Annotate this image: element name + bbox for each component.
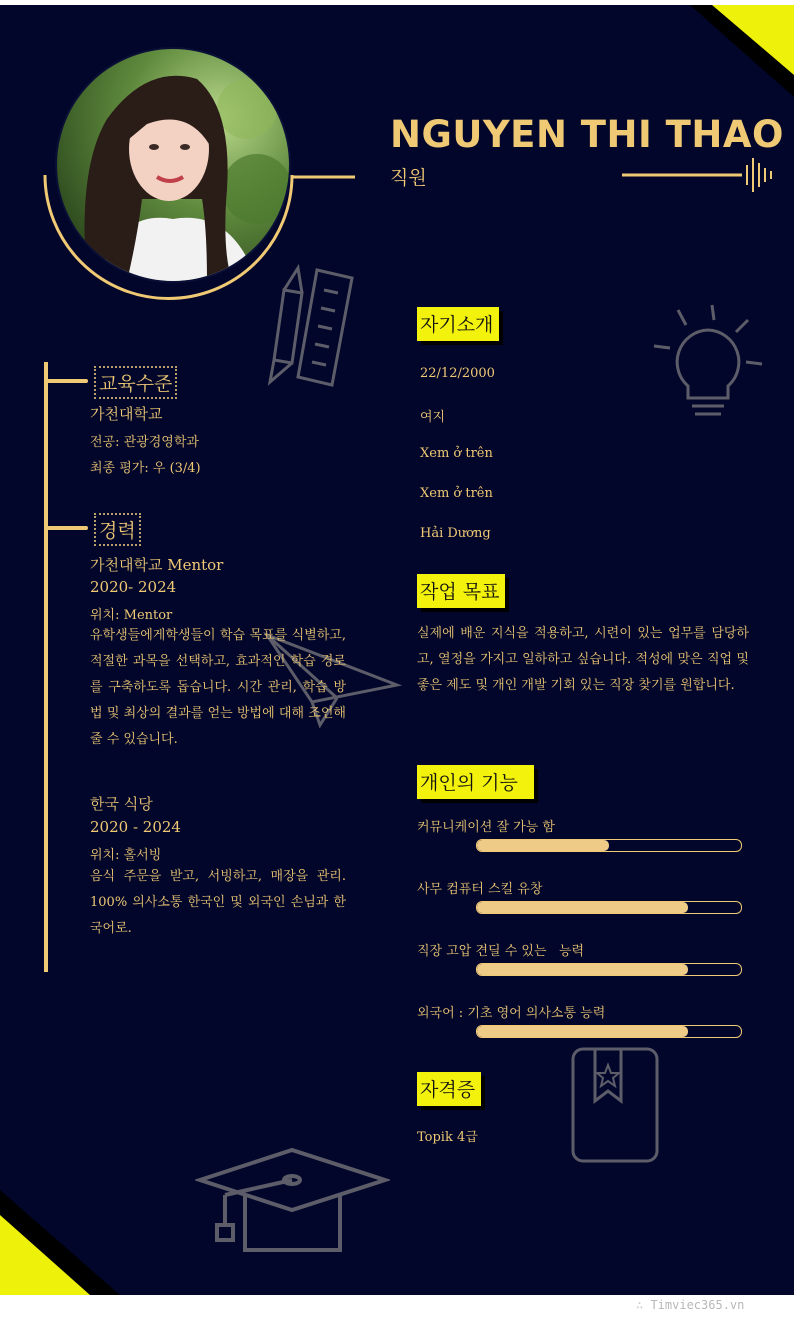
candidate-name: NGUYEN THI THAO xyxy=(390,113,784,156)
intro-email: Xem ở trên xyxy=(420,486,493,501)
job-1-position: 위치: Mentor xyxy=(90,608,173,623)
graduation-cap-icon xyxy=(195,1145,390,1265)
job-1-period: 2020- 2024 xyxy=(90,578,177,596)
skill-2-bar xyxy=(476,901,742,914)
skill-4-bar-fill xyxy=(477,1026,688,1037)
job-1-company: 가천대학교 Mentor xyxy=(90,556,224,574)
job-2-position: 위치: 홀서빙 xyxy=(90,848,162,863)
intro-heading: 자기소개 xyxy=(417,307,499,341)
skill-2-label: 사무 컴퓨터 스킬 유창 xyxy=(417,882,543,897)
skill-3-bar xyxy=(476,963,742,976)
intro-phone: Xem ở trên xyxy=(420,446,493,461)
intro-address: Hải Dương xyxy=(420,526,491,541)
skill-4-bar xyxy=(476,1025,742,1038)
education-school: 가천대학교 xyxy=(90,405,163,423)
timeline-line xyxy=(44,362,48,972)
skill-2-bar-fill xyxy=(477,902,688,913)
certificate-1: Topik 4급 xyxy=(417,1130,478,1145)
job-2-period: 2020 - 2024 xyxy=(90,818,181,836)
book-icon xyxy=(565,1043,665,1168)
resume-page xyxy=(0,5,794,1295)
top-right-corner-decoration xyxy=(690,5,794,105)
education-heading: 교육수준 xyxy=(94,366,177,399)
skill-1-bar xyxy=(476,839,742,852)
footer-text: Timviec365.vn xyxy=(650,1298,745,1312)
experience-heading: 경력 xyxy=(94,513,141,546)
job-1-description: 유학생들에게학생들이 학습 목표를 식별하고, 적절한 과목을 선택하고, 효과적인 학습 경로를 구축하도록 돕습니다. 시간 관리, 학습 방법 및 최상의 결과를 얻는 방법에 대해 조언해 줄 수 있습니다. xyxy=(90,628,346,747)
skills-heading: 개인의 기능 xyxy=(417,765,534,799)
skill-1-bar-fill xyxy=(477,840,609,851)
timeline-branch-experience xyxy=(48,526,88,530)
skill-3-bar-fill xyxy=(477,964,688,975)
job-2-description: 음식 주문을 받고, 서빙하고, 매장을 관리. 100% 의사소통 한국인 및 외국인 손님과 한국어로. xyxy=(90,869,346,936)
education-major: 전공: 관광경영학과 xyxy=(90,435,199,450)
bottom-left-corner-decoration xyxy=(0,1190,120,1295)
timeline-branch-education xyxy=(48,379,88,383)
goal-text: 실제에 배운 지식을 적용하고, 시련이 있는 업무를 담당하고, 열정을 가지고 일하하고 싶습니다. 적성에 맞은 직업 및 좋은 제도 및 개인 개발 기회 있는 직장 찾기를 원합니다. xyxy=(417,626,749,693)
pencil-ruler-icon xyxy=(262,260,357,390)
certificates-heading: 자격증 xyxy=(417,1072,481,1106)
skill-4-label: 외국어 : 기초 영어 의사소통 능력 xyxy=(417,1006,606,1021)
goal-heading: 작업 목표 xyxy=(417,574,505,608)
avatar-photo xyxy=(57,49,289,281)
skill-3-label: 직장 고압 견딜 수 있는 능력 xyxy=(417,944,585,959)
intro-gender: 여지 xyxy=(420,410,446,425)
education-grade: 최종 평가: 우 (3/4) xyxy=(90,461,201,476)
intro-birthdate: 22/12/2000 xyxy=(420,366,495,381)
candidate-role: 직원 xyxy=(390,167,427,189)
avatar xyxy=(55,47,291,283)
logo-icon: ∴ xyxy=(636,1298,651,1312)
skill-1-label: 커뮤니케이션 잘 가능 함 xyxy=(417,820,555,835)
footer-watermark xyxy=(636,1298,744,1312)
job-2-company: 한국 식당 xyxy=(90,795,153,813)
lightbulb-icon xyxy=(650,300,765,430)
header-line-decoration xyxy=(622,155,777,195)
